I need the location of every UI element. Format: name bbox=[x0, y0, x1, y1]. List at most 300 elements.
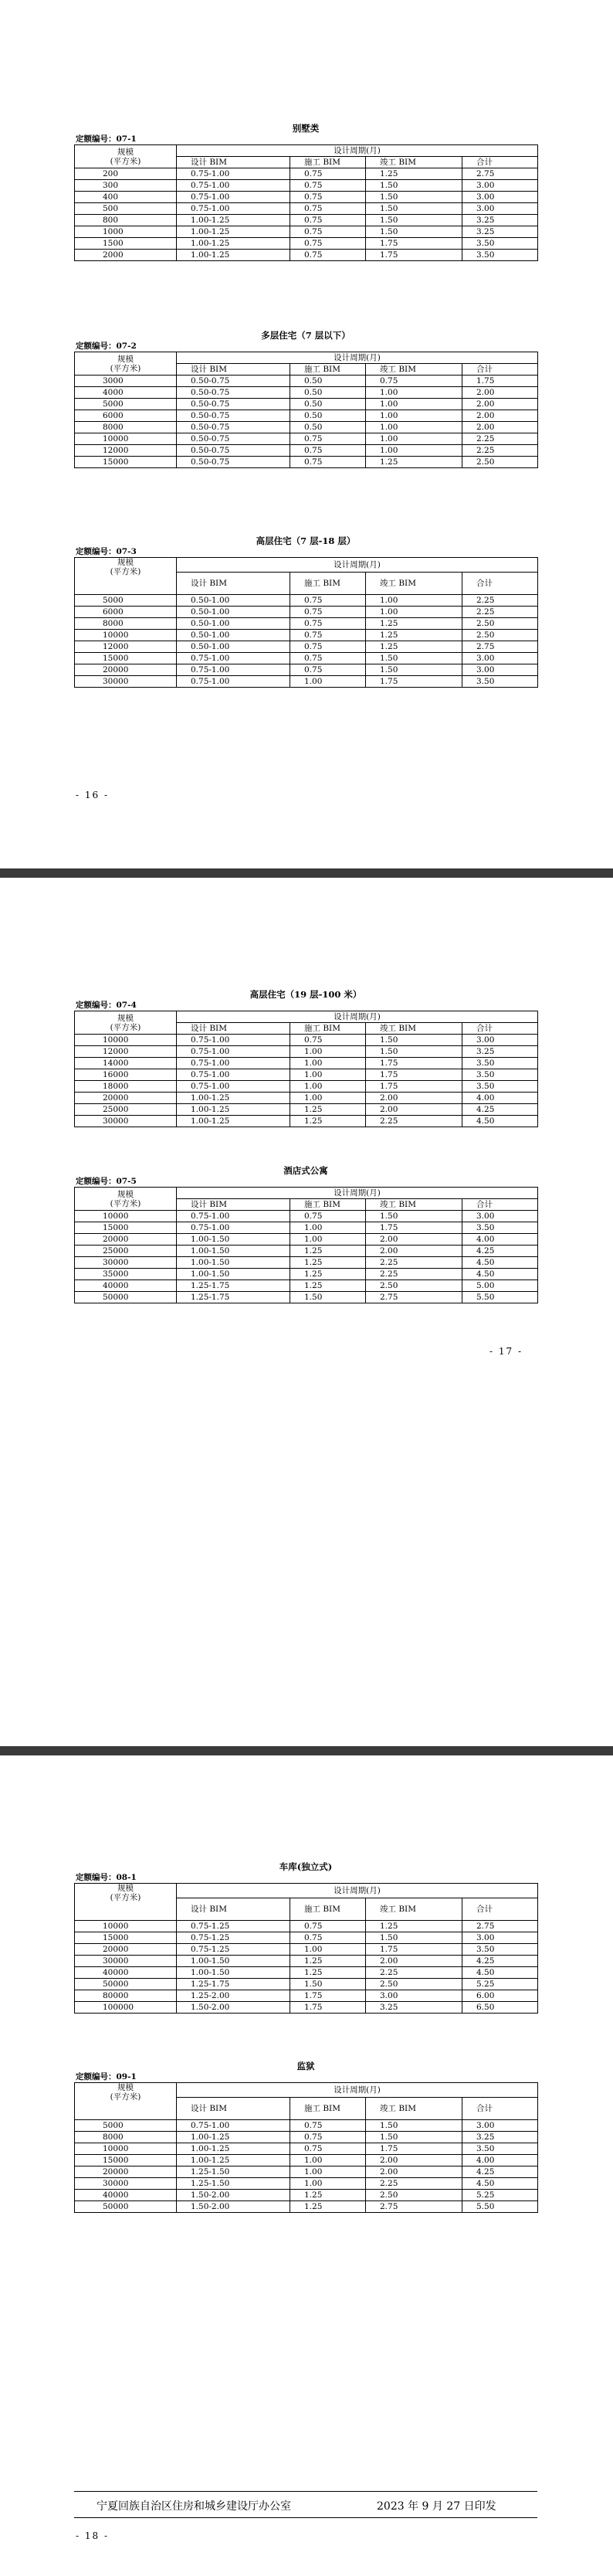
table-row bbox=[75, 1046, 538, 1058]
table-section-07-5 bbox=[74, 1164, 537, 1303]
scale-cell: 2000 bbox=[75, 250, 177, 261]
period-cell: 2.00 bbox=[462, 387, 538, 399]
scale-cell: 15000 bbox=[75, 1932, 177, 1944]
period-cell: 1.00-1.25 bbox=[177, 226, 290, 238]
scale-header bbox=[75, 1188, 177, 1211]
table-row bbox=[75, 387, 538, 399]
table-section-07-3 bbox=[74, 535, 537, 688]
section-title: 别墅类 bbox=[292, 123, 320, 134]
period-cell: 2.75 bbox=[366, 2201, 462, 2213]
scale-header-line2: (平方米) bbox=[110, 1893, 141, 1902]
scale-cell: 10000 bbox=[75, 1921, 177, 1932]
period-cell: 2.25 bbox=[366, 1257, 462, 1269]
period-cell: 5.00 bbox=[462, 1280, 538, 1292]
period-cell: 1.00 bbox=[290, 1944, 366, 1956]
period-cell: 3.50 bbox=[462, 1081, 538, 1093]
period-cell: 1.00 bbox=[366, 399, 462, 410]
period-cell: 2.00 bbox=[366, 1956, 462, 1967]
period-cell: 0.75 bbox=[290, 595, 366, 607]
scale-cell: 400 bbox=[75, 192, 177, 203]
period-header: 设计周期(月) bbox=[177, 1011, 538, 1023]
period-cell: 0.75 bbox=[290, 2120, 366, 2132]
period-cell: 0.75 bbox=[290, 1932, 366, 1944]
scale-cell: 20000 bbox=[75, 664, 177, 676]
period-cell: 0.75-1.00 bbox=[177, 168, 290, 180]
period-cell: 0.75-1.00 bbox=[177, 676, 290, 688]
period-cell: 0.75 bbox=[290, 180, 366, 192]
period-cell: 1.50 bbox=[366, 192, 462, 203]
period-cell: 0.75 bbox=[290, 192, 366, 203]
period-cell: 3.00 bbox=[462, 1035, 538, 1046]
period-header: 设计周期(月) bbox=[177, 1188, 538, 1199]
period-cell: 4.00 bbox=[462, 1093, 538, 1104]
table-row bbox=[75, 422, 538, 433]
table-row bbox=[75, 2178, 538, 2190]
section-title: 多层住宅（7 层以下） bbox=[261, 330, 351, 341]
column-header: 设计 BIM bbox=[177, 2098, 290, 2120]
table-row bbox=[75, 1058, 538, 1069]
page-number: - 16 - bbox=[76, 790, 110, 800]
period-cell: 1.00 bbox=[366, 607, 462, 618]
scale-cell: 1000 bbox=[75, 226, 177, 238]
scale-cell: 8000 bbox=[75, 422, 177, 433]
period-cell: 1.00-1.25 bbox=[177, 2143, 290, 2155]
period-cell: 0.50-0.75 bbox=[177, 433, 290, 445]
table-header-row bbox=[75, 145, 538, 157]
page-number: - 17 - bbox=[489, 1346, 523, 1357]
period-cell: 1.25-2.00 bbox=[177, 1990, 290, 2002]
table-row bbox=[75, 1269, 538, 1280]
period-cell: 3.00 bbox=[462, 2120, 538, 2132]
period-cell: 1.50 bbox=[366, 203, 462, 215]
period-table bbox=[74, 352, 538, 468]
period-cell: 3.25 bbox=[462, 2132, 538, 2143]
period-cell: 2.75 bbox=[366, 1292, 462, 1303]
scale-cell: 80000 bbox=[75, 1990, 177, 2002]
period-cell: 1.50 bbox=[366, 1035, 462, 1046]
scale-cell: 200 bbox=[75, 168, 177, 180]
period-cell: 0.75-1.00 bbox=[177, 1046, 290, 1058]
period-cell: 0.75 bbox=[290, 1921, 366, 1932]
period-cell: 1.75 bbox=[366, 1081, 462, 1093]
scale-cell: 20000 bbox=[75, 2166, 177, 2178]
period-cell: 1.75 bbox=[366, 676, 462, 688]
period-cell: 1.75 bbox=[462, 376, 538, 387]
scale-cell: 10000 bbox=[75, 2143, 177, 2155]
scale-cell: 12000 bbox=[75, 445, 177, 457]
period-cell: 1.50 bbox=[366, 1932, 462, 1944]
period-cell: 0.50 bbox=[290, 376, 366, 387]
period-cell: 3.50 bbox=[462, 1944, 538, 1956]
scale-cell: 10000 bbox=[75, 630, 177, 641]
table-row bbox=[75, 2120, 538, 2132]
period-cell: 2.50 bbox=[462, 630, 538, 641]
table-row bbox=[75, 1990, 538, 2002]
period-cell: 1.50-2.00 bbox=[177, 2002, 290, 2014]
table-row bbox=[75, 1967, 538, 1979]
table-header-row bbox=[75, 2083, 538, 2098]
period-cell: 1.75 bbox=[366, 1944, 462, 1956]
scale-header-line2: (平方米) bbox=[110, 2092, 141, 2102]
period-cell: 1.25 bbox=[290, 1116, 366, 1127]
scale-header bbox=[75, 1011, 177, 1035]
period-cell: 3.50 bbox=[462, 1222, 538, 1234]
period-cell: 1.00-1.50 bbox=[177, 1967, 290, 1979]
period-cell: 0.50 bbox=[290, 387, 366, 399]
period-cell: 0.50-0.75 bbox=[177, 410, 290, 422]
scale-cell: 14000 bbox=[75, 1058, 177, 1069]
period-cell: 1.25 bbox=[366, 618, 462, 630]
period-cell: 1.50 bbox=[366, 1046, 462, 1058]
period-cell: 2.50 bbox=[366, 1979, 462, 1990]
period-cell: 1.00-1.25 bbox=[177, 2155, 290, 2166]
scale-cell: 300 bbox=[75, 180, 177, 192]
scale-cell: 50000 bbox=[75, 1979, 177, 1990]
column-header: 竣工 BIM bbox=[366, 1898, 462, 1921]
period-cell: 2.00 bbox=[462, 410, 538, 422]
period-cell: 1.25 bbox=[290, 2190, 366, 2201]
scale-cell: 800 bbox=[75, 215, 177, 226]
period-cell: 2.50 bbox=[462, 457, 538, 468]
period-cell: 0.75 bbox=[366, 376, 462, 387]
period-cell: 2.00 bbox=[366, 1093, 462, 1104]
table-row bbox=[75, 226, 538, 238]
period-cell: 3.00 bbox=[462, 180, 538, 192]
period-cell: 0.75 bbox=[290, 1035, 366, 1046]
scale-cell: 16000 bbox=[75, 1069, 177, 1081]
period-cell: 2.50 bbox=[366, 1280, 462, 1292]
period-cell: 3.00 bbox=[462, 203, 538, 215]
column-header: 设计 BIM bbox=[177, 1023, 290, 1035]
period-cell: 1.25 bbox=[366, 630, 462, 641]
period-cell: 1.25-1.50 bbox=[177, 2166, 290, 2178]
table-header-row bbox=[75, 352, 538, 364]
period-cell: 1.00-1.50 bbox=[177, 1257, 290, 1269]
period-cell: 2.50 bbox=[462, 618, 538, 630]
period-cell: 1.50 bbox=[366, 180, 462, 192]
period-cell: 0.75-1.00 bbox=[177, 653, 290, 664]
table-row bbox=[75, 1257, 538, 1269]
period-cell: 3.50 bbox=[462, 676, 538, 688]
period-cell: 1.75 bbox=[366, 2143, 462, 2155]
period-cell: 2.75 bbox=[462, 641, 538, 653]
scale-header bbox=[75, 145, 177, 168]
period-cell: 3.25 bbox=[462, 215, 538, 226]
table-row bbox=[75, 376, 538, 387]
period-cell: 1.75 bbox=[366, 1058, 462, 1069]
period-cell: 0.50-0.75 bbox=[177, 399, 290, 410]
scale-cell: 4000 bbox=[75, 387, 177, 399]
column-header: 设计 BIM bbox=[177, 157, 290, 168]
table-row bbox=[75, 410, 538, 422]
table-row bbox=[75, 1116, 538, 1127]
column-header: 竣工 BIM bbox=[366, 2098, 462, 2120]
table-row bbox=[75, 203, 538, 215]
period-cell: 0.75 bbox=[290, 664, 366, 676]
period-cell: 3.00 bbox=[462, 192, 538, 203]
period-cell: 4.00 bbox=[462, 1234, 538, 1246]
period-cell: 1.25 bbox=[366, 457, 462, 468]
period-cell: 0.75-1.00 bbox=[177, 192, 290, 203]
period-cell: 1.00 bbox=[366, 387, 462, 399]
period-cell: 0.75 bbox=[290, 238, 366, 250]
period-cell: 1.00 bbox=[290, 2166, 366, 2178]
period-cell: 1.50 bbox=[366, 2120, 462, 2132]
period-cell: 0.75-1.00 bbox=[177, 1081, 290, 1093]
column-header: 施工 BIM bbox=[290, 157, 366, 168]
period-cell: 3.00 bbox=[462, 664, 538, 676]
scale-cell: 15000 bbox=[75, 457, 177, 468]
period-cell: 1.00 bbox=[290, 676, 366, 688]
table-row bbox=[75, 1093, 538, 1104]
period-table bbox=[74, 2082, 538, 2213]
table-row bbox=[75, 168, 538, 180]
scale-cell: 1500 bbox=[75, 238, 177, 250]
document-page-17 bbox=[0, 878, 613, 1746]
table-row bbox=[75, 2002, 538, 2014]
period-cell: 1.00 bbox=[290, 1093, 366, 1104]
period-cell: 3.50 bbox=[462, 2143, 538, 2155]
period-cell: 3.00 bbox=[462, 1932, 538, 1944]
period-cell: 1.50-2.00 bbox=[177, 2201, 290, 2213]
page-separator bbox=[0, 868, 613, 878]
period-cell: 1.00-1.25 bbox=[177, 1116, 290, 1127]
scale-header bbox=[75, 352, 177, 376]
quota-code: 定额编号：08-1 bbox=[76, 1873, 137, 1882]
scale-header-line2: (平方米) bbox=[110, 363, 141, 373]
period-cell: 1.50 bbox=[366, 1211, 462, 1222]
scale-cell: 8000 bbox=[75, 2132, 177, 2143]
scale-cell: 30000 bbox=[75, 676, 177, 688]
footer-rule-bottom bbox=[74, 2517, 537, 2518]
period-cell: 2.25 bbox=[366, 2178, 462, 2190]
scale-cell: 20000 bbox=[75, 1944, 177, 1956]
table-section-08-1 bbox=[74, 1861, 537, 2014]
table-row bbox=[75, 2132, 538, 2143]
period-cell: 0.75 bbox=[290, 653, 366, 664]
table-section-07-4 bbox=[74, 988, 537, 1127]
table-row bbox=[75, 2190, 538, 2201]
period-cell: 0.75 bbox=[290, 215, 366, 226]
period-cell: 4.50 bbox=[462, 1257, 538, 1269]
column-header: 合计 bbox=[462, 364, 538, 376]
column-header: 设计 BIM bbox=[177, 1898, 290, 1921]
table-row bbox=[75, 1069, 538, 1081]
column-header: 竣工 BIM bbox=[366, 1023, 462, 1035]
scale-header-line1: 规模 bbox=[117, 2083, 134, 2092]
table-row bbox=[75, 630, 538, 641]
table-row bbox=[75, 399, 538, 410]
column-header: 合计 bbox=[462, 573, 538, 595]
table-row bbox=[75, 607, 538, 618]
period-cell: 1.25 bbox=[290, 1967, 366, 1979]
period-cell: 2.50 bbox=[366, 2190, 462, 2201]
table-row bbox=[75, 180, 538, 192]
period-cell: 2.25 bbox=[366, 1269, 462, 1280]
period-cell: 0.50-0.75 bbox=[177, 445, 290, 457]
table-row bbox=[75, 1246, 538, 1257]
period-table bbox=[74, 144, 538, 261]
period-cell: 3.50 bbox=[462, 238, 538, 250]
scale-cell: 10000 bbox=[75, 1035, 177, 1046]
scale-cell: 50000 bbox=[75, 2201, 177, 2213]
period-cell: 1.25 bbox=[290, 1246, 366, 1257]
table-row bbox=[75, 1979, 538, 1990]
period-cell: 4.00 bbox=[462, 2155, 538, 2166]
quota-code: 定额编号：07-5 bbox=[76, 1177, 137, 1186]
table-row bbox=[75, 676, 538, 688]
period-cell: 1.25 bbox=[290, 1104, 366, 1116]
period-cell: 3.00 bbox=[462, 1211, 538, 1222]
period-header: 设计周期(月) bbox=[177, 352, 538, 364]
scale-cell: 8000 bbox=[75, 618, 177, 630]
table-row bbox=[75, 238, 538, 250]
period-cell: 5.25 bbox=[462, 1979, 538, 1990]
scale-cell: 30000 bbox=[75, 1956, 177, 1967]
period-cell: 1.00 bbox=[290, 1081, 366, 1093]
period-cell: 0.75-1.00 bbox=[177, 1211, 290, 1222]
page-number: - 18 - bbox=[76, 2530, 110, 2541]
table-header-row bbox=[75, 1884, 538, 1898]
period-cell: 1.00 bbox=[290, 1222, 366, 1234]
table-header-row bbox=[75, 558, 538, 573]
scale-header bbox=[75, 558, 177, 595]
period-cell: 1.75 bbox=[366, 1222, 462, 1234]
period-cell: 0.75-1.25 bbox=[177, 1921, 290, 1932]
scale-cell: 35000 bbox=[75, 1269, 177, 1280]
period-cell: 0.75 bbox=[290, 2143, 366, 2155]
period-cell: 2.00 bbox=[462, 422, 538, 433]
scale-cell: 15000 bbox=[75, 653, 177, 664]
scale-header-line1: 规模 bbox=[117, 1884, 134, 1893]
period-table bbox=[74, 557, 538, 688]
period-cell: 1.00 bbox=[290, 1046, 366, 1058]
period-cell: 1.75 bbox=[366, 250, 462, 261]
period-cell: 0.75 bbox=[290, 1211, 366, 1222]
scale-header-line1: 规模 bbox=[117, 1013, 134, 1023]
scale-cell: 15000 bbox=[75, 2155, 177, 2166]
section-title: 高层住宅（7 层-18 层） bbox=[256, 535, 356, 546]
period-cell: 1.00-1.25 bbox=[177, 2132, 290, 2143]
period-cell: 1.50 bbox=[290, 1979, 366, 1990]
period-cell: 1.25 bbox=[290, 1956, 366, 1967]
period-cell: 4.25 bbox=[462, 1956, 538, 1967]
period-cell: 4.25 bbox=[462, 1104, 538, 1116]
column-header: 设计 BIM bbox=[177, 1199, 290, 1211]
period-cell: 0.75 bbox=[290, 2132, 366, 2143]
period-cell: 6.00 bbox=[462, 1990, 538, 2002]
period-cell: 2.75 bbox=[462, 168, 538, 180]
column-header: 合计 bbox=[462, 1023, 538, 1035]
period-cell: 0.50-0.75 bbox=[177, 376, 290, 387]
table-row bbox=[75, 2155, 538, 2166]
table-row bbox=[75, 1081, 538, 1093]
period-table bbox=[74, 1883, 538, 2014]
period-cell: 2.25 bbox=[462, 433, 538, 445]
scale-header bbox=[75, 2083, 177, 2120]
scale-cell: 10000 bbox=[75, 1211, 177, 1222]
period-cell: 0.75 bbox=[290, 630, 366, 641]
period-cell: 3.00 bbox=[366, 1990, 462, 2002]
period-cell: 1.75 bbox=[290, 2002, 366, 2014]
period-cell: 1.75 bbox=[290, 1990, 366, 2002]
scale-header bbox=[75, 1884, 177, 1921]
period-cell: 1.00-1.50 bbox=[177, 1246, 290, 1257]
period-cell: 4.50 bbox=[462, 2178, 538, 2190]
period-cell: 3.50 bbox=[462, 1069, 538, 1081]
period-cell: 0.75-1.00 bbox=[177, 1058, 290, 1069]
table-row bbox=[75, 1280, 538, 1292]
period-header: 设计周期(月) bbox=[177, 145, 538, 157]
period-cell: 1.00 bbox=[290, 1069, 366, 1081]
scale-cell: 12000 bbox=[75, 1046, 177, 1058]
table-row bbox=[75, 433, 538, 445]
table-row bbox=[75, 618, 538, 630]
column-header: 设计 BIM bbox=[177, 573, 290, 595]
column-header: 合计 bbox=[462, 1199, 538, 1211]
period-cell: 0.75 bbox=[290, 457, 366, 468]
table-row bbox=[75, 1956, 538, 1967]
period-cell: 1.00-1.50 bbox=[177, 1269, 290, 1280]
table-row bbox=[75, 653, 538, 664]
quota-code: 定额编号：09-1 bbox=[76, 2072, 137, 2082]
period-cell: 1.00 bbox=[290, 2178, 366, 2190]
scale-cell: 5000 bbox=[75, 595, 177, 607]
period-cell: 1.25 bbox=[290, 2201, 366, 2213]
period-cell: 2.25 bbox=[462, 445, 538, 457]
period-cell: 5.25 bbox=[462, 2190, 538, 2201]
period-cell: 4.50 bbox=[462, 1269, 538, 1280]
table-row bbox=[75, 1222, 538, 1234]
scale-header-line1: 规模 bbox=[117, 558, 134, 567]
period-table bbox=[74, 1187, 538, 1303]
period-cell: 4.25 bbox=[462, 1246, 538, 1257]
period-cell: 2.25 bbox=[462, 607, 538, 618]
scale-cell: 30000 bbox=[75, 1116, 177, 1127]
column-header: 施工 BIM bbox=[290, 573, 366, 595]
period-cell: 0.75-1.25 bbox=[177, 1932, 290, 1944]
column-header: 竣工 BIM bbox=[366, 157, 462, 168]
section-title: 车库(独立式) bbox=[279, 1861, 333, 1872]
scale-cell: 100000 bbox=[75, 2002, 177, 2014]
table-row bbox=[75, 1944, 538, 1956]
period-cell: 0.75 bbox=[290, 607, 366, 618]
scale-header-line1: 规模 bbox=[117, 147, 134, 157]
period-cell: 0.50 bbox=[290, 399, 366, 410]
period-cell: 1.25 bbox=[366, 168, 462, 180]
page-separator bbox=[0, 1746, 613, 1755]
period-cell: 0.50-1.00 bbox=[177, 630, 290, 641]
period-cell: 1.00 bbox=[366, 422, 462, 433]
scale-cell: 40000 bbox=[75, 1967, 177, 1979]
period-cell: 3.25 bbox=[366, 2002, 462, 2014]
table-row bbox=[75, 1292, 538, 1303]
table-row bbox=[75, 1921, 538, 1932]
period-cell: 0.75-1.00 bbox=[177, 1035, 290, 1046]
period-cell: 2.00 bbox=[366, 2166, 462, 2178]
period-header: 设计周期(月) bbox=[177, 2083, 538, 2098]
table-row bbox=[75, 192, 538, 203]
period-cell: 1.25-1.50 bbox=[177, 2178, 290, 2190]
table-row bbox=[75, 1234, 538, 1246]
table-section-09-1 bbox=[74, 2060, 537, 2213]
period-cell: 4.50 bbox=[462, 1116, 538, 1127]
period-cell: 2.00 bbox=[462, 399, 538, 410]
period-cell: 1.50 bbox=[366, 215, 462, 226]
period-cell: 1.00-1.25 bbox=[177, 215, 290, 226]
scale-cell: 25000 bbox=[75, 1104, 177, 1116]
table-row bbox=[75, 445, 538, 457]
